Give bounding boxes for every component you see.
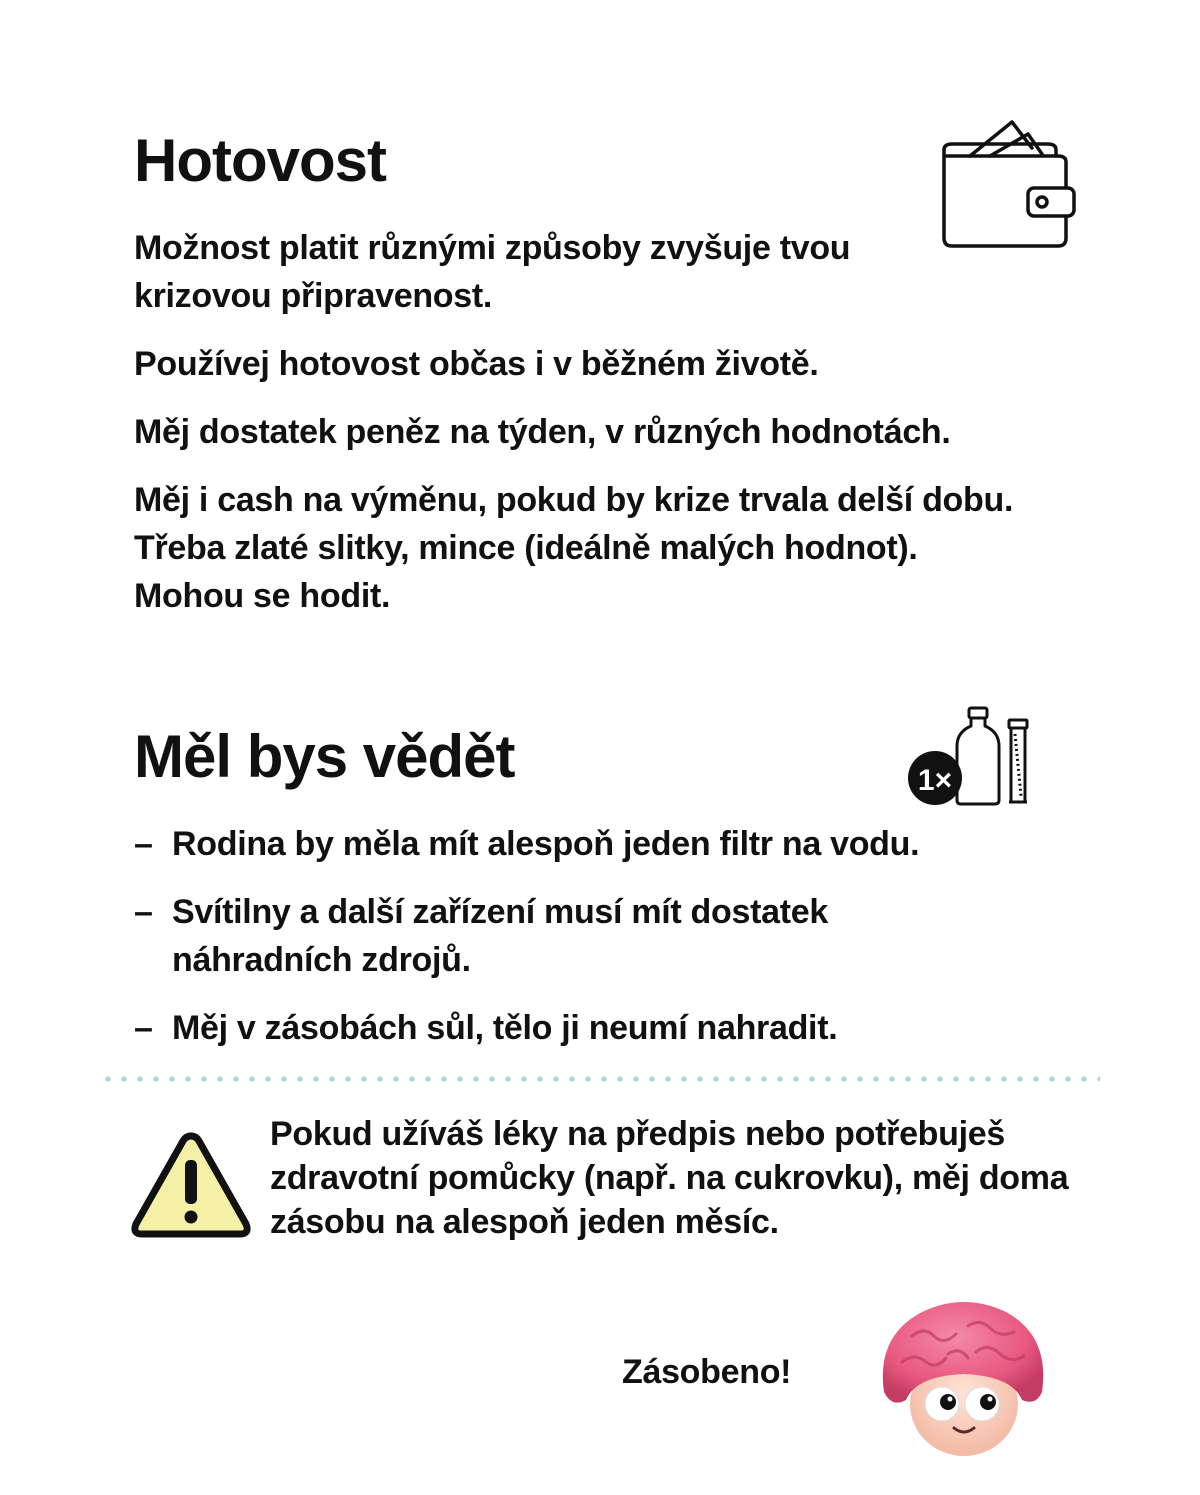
warning-triangle-icon (130, 1130, 252, 1245)
bullet-dash: – (134, 1009, 153, 1047)
cash-paragraph-4: Měj i cash na výměnu, pokud by krize trvala delší dobu. Třeba zlaté slitky, mince (ideálně malých hodnot). Mohou se hodit. (134, 481, 1014, 615)
cash-paragraph-1: Možnost platit různými způsoby zvyšuje tvou krizovou připravenost. (134, 229, 851, 315)
signoff-text: Zásobeno! (622, 1353, 792, 1391)
list-item (134, 820, 1094, 868)
list-item-text: Svítilny a další zařízení musí mít dostatek náhradních zdrojů. (172, 893, 828, 979)
cash-paragraph-3: Měj dostatek peněz na týden, v různých hodnotách. (134, 413, 951, 451)
list-item (134, 888, 994, 984)
cash-paragraph-2: Používej hotovost občas i v běžném životě. (134, 345, 819, 383)
wallet-icon (930, 118, 1080, 258)
bullet-dash: – (134, 893, 153, 931)
list-item (134, 1004, 1094, 1052)
list-item-text: Měj v zásobách sůl, tělo ji neumí nahradit. (172, 1009, 838, 1047)
brain-mascot (872, 1296, 1052, 1471)
list-item-text: Rodina by měla mít alespoň jeden filtr na vodu. (172, 825, 920, 863)
bottle-filter-icon (905, 702, 1035, 817)
dotted-divider (100, 1076, 1100, 1082)
quantity-badge: 1× (917, 764, 953, 797)
section-title-cash: Hotovost (134, 127, 386, 194)
bullet-dash: – (134, 825, 153, 863)
section-title-know: Měl bys vědět (134, 723, 515, 790)
warning-text: Pokud užíváš léky na předpis nebo potřebuješ zdravotní pomůcky (např. na cukrovku), měj doma zásobu na alespoň jeden měsíc. (270, 1115, 1069, 1241)
